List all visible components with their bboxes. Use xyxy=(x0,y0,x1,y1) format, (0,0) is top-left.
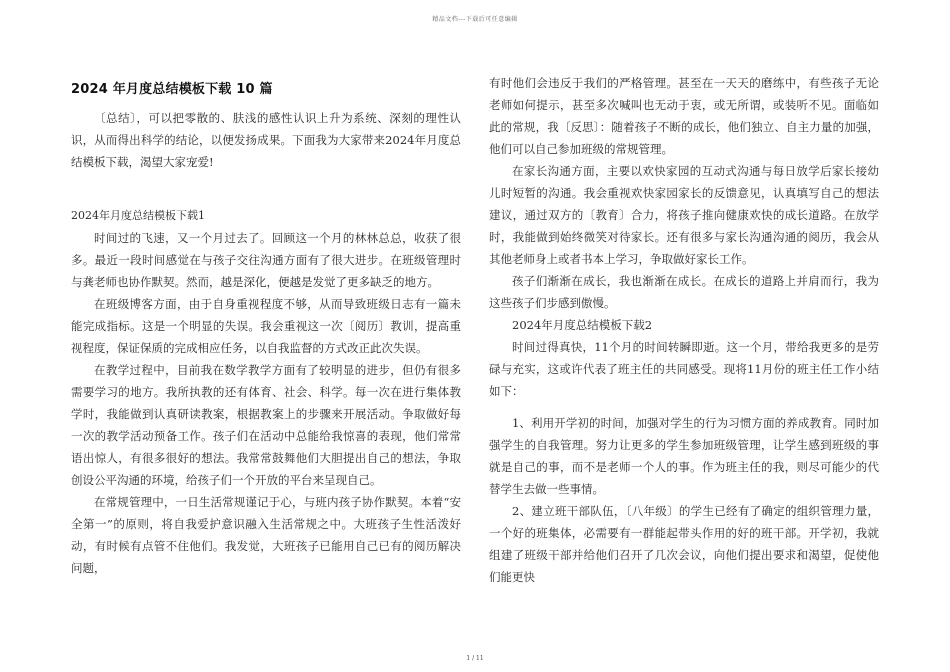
paragraph: 在家长沟通方面，主要以欢快家园的互动式沟通与每日放学后家长接幼儿时短暂的沟通。我会重视欢快家园家长的反馈意见，认真填写自己的想法建议，通过双方的〔教育〕合力，将孩子推向健康欢快的成长道路。在放学时，我能做到始终微笑对待家长。还有很多与家长沟通沟通的阅历，我会从其他老师身上或者书本上学习，争取做好家长工作。 xyxy=(489,164,879,266)
document-title: 2024 年月度总结模板下载 10 篇 xyxy=(71,82,273,97)
paragraph: 有时他们会违反于我们的严格管理。甚至在一天天的磨练中，有些孩子无论老师如何提示，甚至多次喊叫也无动于衷，或无所谓，或装听不见。面临如此的常规，我〔反思〕：随着孩子不断的成长，他们独立、自主力量的加强，他们可以自己参加班级的常规管理。 xyxy=(489,76,879,156)
left-column xyxy=(71,70,461,579)
intro-paragraph: 〔总结〕，可以把零散的、肤浅的感性认识上升为系统、深刻的理性认识，从而得出科学的结论，以便发扬成果。下面我为大家带来2024年月度总结模板下载，渴望大家宠爱! xyxy=(71,111,461,169)
paragraph: 时间过的飞速，又一个月过去了。回顾这一个月的林林总总，收获了很多。最近一段时间感觉在与孩子交往沟通方面有了很大进步。在班级管理时与龚老师也协作默契。然而，越是深化，便越是发觉了更多缺乏的地方。 xyxy=(71,231,461,289)
page-number: 1 / 11 xyxy=(466,655,484,662)
paragraph: 孩子们渐渐在成长，我也渐渐在成长。在成长的道路上并肩而行，我为这些孩子们步感到傲慢。 xyxy=(489,274,879,310)
paragraph: 在班级博客方面，由于自身重视程度不够，从而导致班级日志有一篇未能完成指标。这是一个明显的失误。我会重视这一次〔阅历〕教训，提高重视程度，保证保质的完成相应任务，以自我监督的方式改正此次失误。 xyxy=(71,297,461,355)
paragraph: 在常规管理中，一日生活常规谨记于心，与班内孩子协作默契。本着“安全第一”的原则，将自我爱护意识融入生活常规之中。大班孩子生性活泼好动，有时候有点管不住他们。我发觉，大班孩子已能用自己已有的阅历解决问题， xyxy=(71,495,461,575)
section-heading-2: 2024年月度总结模板下载2 xyxy=(512,318,653,332)
right-column xyxy=(489,72,879,588)
section-heading-1: 2024年月度总结模板下载1 xyxy=(71,209,205,222)
paragraph: 时间过得真快，11个月的时间转瞬即逝。这一个月，带给我更多的是劳碌与充实，这或许代表了班主任的共同感受。现将11月份的班主任工作小结如下： xyxy=(489,340,879,398)
paragraph: 在教学过程中，目前我在数学教学方面有了较明显的进步，但仍有很多需要学习的地方。我所执教的还有体育、社会、科学。每一次在进行集体教学时，我能做到认真研读教案，根据教案上的步骤来开展活动。争取做好每一次的教学活动预备工作。孩子们在活动中总能给我惊喜的表现，他们常常语出惊人，有很多很好的想法。我常常鼓舞他们大胆提出自己的想法，争取创设公平沟通的环境，给孩子们一个开放的平台来呈现自己。 xyxy=(71,363,461,487)
paragraph: 1、利用开学初的时间，加强对学生的行为习惯方面的养成教育。同时加强学生的自我管理。努力让更多的学生参加班级管理，让学生感到班级的事就是自己的事，而不是老师一个人的事。作为班主任的我，则尽可能少的代替学生去做一些事情。 xyxy=(489,416,879,496)
paragraph: 2、建立班干部队伍，〔八年级〕的学生已经有了确定的组织管理力量，一个好的班集体，必需要有一群能起带头作用的好的班干部。开学初，我就组建了班级干部并给他们召开了几次会议，向他们提出要求和渴望，促使他们能更快 xyxy=(489,504,879,584)
page-header: 精品文档---下载后可任意编辑 xyxy=(432,16,518,23)
